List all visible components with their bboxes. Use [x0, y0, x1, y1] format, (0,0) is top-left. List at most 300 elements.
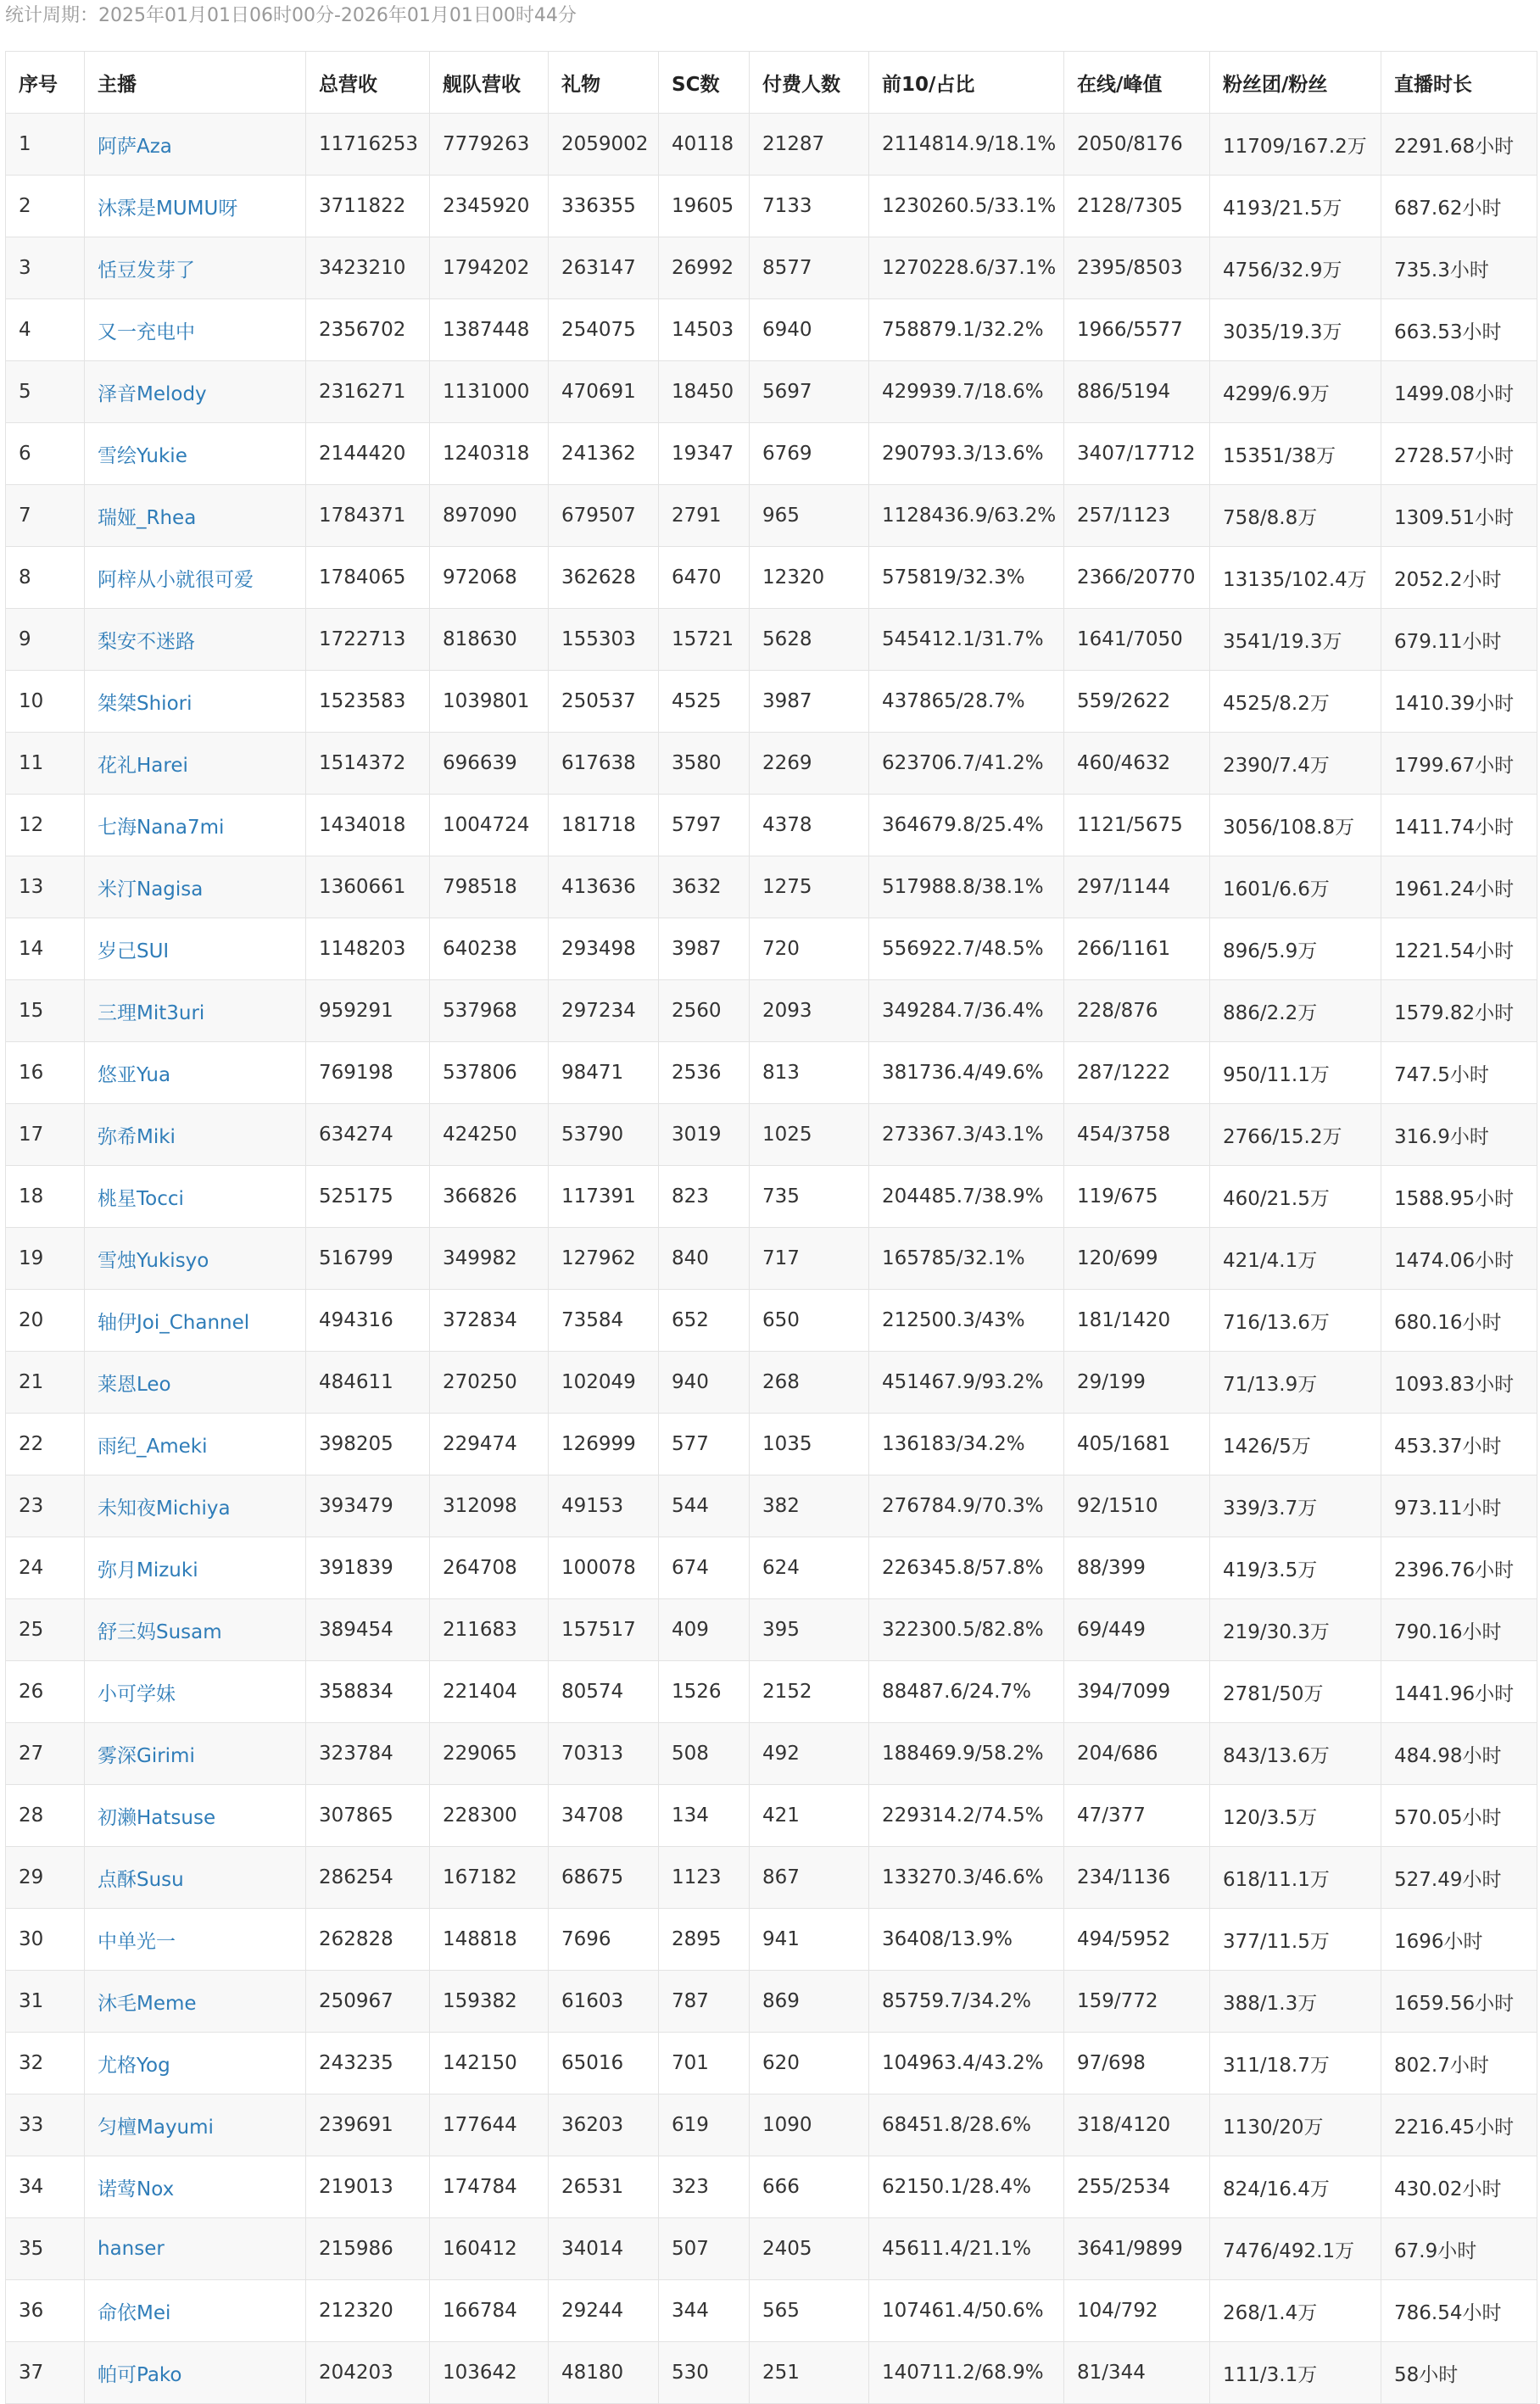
sc-count-cell: 323 — [659, 2156, 750, 2218]
guard-revenue-cell: 1794202 — [430, 237, 549, 299]
top10-share-cell: 85759.7/34.2% — [869, 1971, 1064, 2033]
rank-cell: 3 — [6, 237, 85, 299]
rank-cell: 22 — [6, 1414, 85, 1475]
top10-share-cell: 204485.7/38.9% — [869, 1166, 1064, 1228]
online-peak-cell: 394/7099 — [1064, 1661, 1210, 1723]
online-peak-cell: 97/698 — [1064, 2033, 1210, 2094]
total-revenue-cell: 2144420 — [306, 423, 430, 485]
gifts-cell: 297234 — [549, 980, 659, 1042]
stream-hours-cell: 747.5小时 — [1381, 1042, 1537, 1104]
top10-share-cell: 36408/13.9% — [869, 1909, 1064, 1971]
sc-count-cell: 823 — [659, 1166, 750, 1228]
streamer-name-link[interactable]: 小可学妹 — [98, 1682, 176, 1705]
top10-share-cell: 517988.8/38.1% — [869, 856, 1064, 918]
online-peak-cell: 88/399 — [1064, 1537, 1210, 1599]
stats-period: 统计周期：2025年01月01日06时00分-2026年01月01日00时44分 — [5, 5, 577, 26]
streamer-name-link[interactable]: 阿萨Aza — [98, 135, 172, 158]
table-row — [6, 1661, 1537, 1723]
streamer-name-link[interactable]: 初濑Hatsuse — [98, 1806, 216, 1829]
streamer-cell — [85, 1414, 306, 1475]
gifts-cell: 100078 — [549, 1537, 659, 1599]
online-peak-cell: 460/4632 — [1064, 733, 1210, 795]
stream-hours-cell: 790.16小时 — [1381, 1599, 1537, 1661]
guard-revenue-cell: 142150 — [430, 2033, 549, 2094]
online-peak-cell: 454/3758 — [1064, 1104, 1210, 1166]
top10-share-cell: 107461.4/50.6% — [869, 2280, 1064, 2342]
guard-revenue-cell: 1039801 — [430, 671, 549, 733]
sc-count-cell: 619 — [659, 2094, 750, 2156]
payers-cell: 965 — [750, 485, 869, 547]
payers-cell: 565 — [750, 2280, 869, 2342]
gifts-cell: 68675 — [549, 1847, 659, 1909]
gifts-cell: 29244 — [549, 2280, 659, 2342]
streamer-name-link[interactable]: 沐毛Meme — [98, 1992, 197, 2015]
guard-revenue-cell: 160412 — [430, 2218, 549, 2280]
streamer-name-link[interactable]: 未知夜Michiya — [98, 1497, 231, 1520]
sc-count-cell: 40118 — [659, 114, 750, 176]
rank-cell: 7 — [6, 485, 85, 547]
rank-cell: 15 — [6, 980, 85, 1042]
payers-cell: 1035 — [750, 1414, 869, 1475]
streamer-cell — [85, 2156, 306, 2218]
payers-cell: 251 — [750, 2342, 869, 2404]
top10-share-cell: 623706.7/41.2% — [869, 733, 1064, 795]
streamer-name-link[interactable]: 瑞娅_Rhea — [98, 506, 197, 529]
fanclub-fans-cell: 2781/50万 — [1210, 1661, 1381, 1723]
streamer-name-link[interactable]: 岁己SUI — [98, 940, 170, 962]
sc-count-cell: 1123 — [659, 1847, 750, 1909]
fanclub-fans-cell: 3035/19.3万 — [1210, 299, 1381, 361]
total-revenue-cell: 398205 — [306, 1414, 430, 1475]
guard-revenue-cell: 537968 — [430, 980, 549, 1042]
gifts-cell: 53790 — [549, 1104, 659, 1166]
streamer-name-link[interactable]: 轴伊Joi_Channel — [98, 1311, 250, 1334]
guard-revenue-cell: 1004724 — [430, 795, 549, 856]
stream-hours-cell: 2052.2小时 — [1381, 547, 1537, 609]
guard-revenue-cell: 972068 — [430, 547, 549, 609]
sc-count-cell: 19605 — [659, 176, 750, 237]
online-peak-cell: 1641/7050 — [1064, 609, 1210, 671]
sc-count-cell: 840 — [659, 1228, 750, 1290]
rank-cell: 23 — [6, 1475, 85, 1537]
streamer-name-link[interactable]: 悠亚Yua — [98, 1063, 171, 1086]
sc-count-cell: 4525 — [659, 671, 750, 733]
table-row — [6, 1290, 1537, 1352]
stream-hours-cell: 735.3小时 — [1381, 237, 1537, 299]
sc-count-cell: 3019 — [659, 1104, 750, 1166]
guard-revenue-cell: 696639 — [430, 733, 549, 795]
top10-share-cell: 2114814.9/18.1% — [869, 114, 1064, 176]
payers-cell: 941 — [750, 1909, 869, 1971]
streamer-name-link[interactable]: 雨纪_Ameki — [98, 1435, 208, 1458]
gifts-cell: 336355 — [549, 176, 659, 237]
gifts-cell: 7696 — [549, 1909, 659, 1971]
guard-revenue-cell: 229474 — [430, 1414, 549, 1475]
fanclub-fans-cell: 111/3.1万 — [1210, 2342, 1381, 2404]
streamer-name-link[interactable]: 雾深Girimi — [98, 1744, 195, 1767]
streamer-name-link[interactable]: 沐霂是MUMU呀 — [98, 197, 238, 220]
streamer-name-link[interactable]: 舒三妈Susam — [98, 1620, 222, 1643]
gifts-cell: 413636 — [549, 856, 659, 918]
sc-count-cell: 701 — [659, 2033, 750, 2094]
online-peak-cell: 81/344 — [1064, 2342, 1210, 2404]
fanclub-fans-cell: 4299/6.9万 — [1210, 361, 1381, 423]
table-row — [6, 1971, 1537, 2033]
total-revenue-cell: 250967 — [306, 1971, 430, 2033]
rank-cell: 2 — [6, 176, 85, 237]
streamer-name-link[interactable]: hanser — [98, 2238, 165, 2260]
fanclub-fans-cell: 843/13.6万 — [1210, 1723, 1381, 1785]
payers-cell: 867 — [750, 1847, 869, 1909]
top10-share-cell: 273367.3/43.1% — [869, 1104, 1064, 1166]
sc-count-cell: 134 — [659, 1785, 750, 1847]
streamer-cell — [85, 1228, 306, 1290]
stream-hours-cell: 1499.08小时 — [1381, 361, 1537, 423]
streamer-name-link[interactable]: 弥希Miki — [98, 1125, 176, 1148]
top10-share-cell: 276784.9/70.3% — [869, 1475, 1064, 1537]
total-revenue-cell: 262828 — [306, 1909, 430, 1971]
gifts-cell: 250537 — [549, 671, 659, 733]
table-row — [6, 609, 1537, 671]
header-col-fanclub-fans: 粉丝团/粉丝 — [1210, 52, 1381, 114]
gifts-cell: 617638 — [549, 733, 659, 795]
table-header — [6, 52, 1537, 114]
streamer-name-link[interactable]: 阿梓从小就很可爱 — [98, 568, 254, 591]
stream-hours-cell: 687.62小时 — [1381, 176, 1537, 237]
gifts-cell: 362628 — [549, 547, 659, 609]
header-col-rank: 序号 — [6, 52, 85, 114]
payers-cell: 6940 — [750, 299, 869, 361]
sc-count-cell: 940 — [659, 1352, 750, 1414]
top10-share-cell: 226345.8/57.8% — [869, 1537, 1064, 1599]
stream-hours-cell: 973.11小时 — [1381, 1475, 1537, 1537]
table-row — [6, 671, 1537, 733]
streamer-name-link[interactable]: 莱恩Leo — [98, 1373, 171, 1396]
streamer-name-link[interactable]: 桀桀Shiori — [98, 692, 192, 715]
top10-share-cell: 68451.8/28.6% — [869, 2094, 1064, 2156]
top10-share-cell: 88487.6/24.7% — [869, 1661, 1064, 1723]
rank-cell: 13 — [6, 856, 85, 918]
rank-cell: 37 — [6, 2342, 85, 2404]
stream-hours-cell: 1411.74小时 — [1381, 795, 1537, 856]
gifts-cell: 155303 — [549, 609, 659, 671]
top10-share-cell: 322300.5/82.8% — [869, 1599, 1064, 1661]
stream-hours-cell: 316.9小时 — [1381, 1104, 1537, 1166]
stream-hours-cell: 1441.96小时 — [1381, 1661, 1537, 1723]
rank-cell: 1 — [6, 114, 85, 176]
header-col-top10-share: 前10/占比 — [869, 52, 1064, 114]
rank-cell: 32 — [6, 2033, 85, 2094]
guard-revenue-cell: 424250 — [430, 1104, 549, 1166]
top10-share-cell: 349284.7/36.4% — [869, 980, 1064, 1042]
payers-cell: 624 — [750, 1537, 869, 1599]
table-row — [6, 795, 1537, 856]
guard-revenue-cell: 148818 — [430, 1909, 549, 1971]
sc-count-cell: 544 — [659, 1475, 750, 1537]
fanclub-fans-cell: 896/5.9万 — [1210, 918, 1381, 980]
streamer-name-link[interactable]: 雪烛Yukisyo — [98, 1249, 209, 1272]
streamer-name-link[interactable]: 泽音Melody — [98, 382, 207, 405]
online-peak-cell: 2128/7305 — [1064, 176, 1210, 237]
sc-count-cell: 5797 — [659, 795, 750, 856]
gifts-cell: 65016 — [549, 2033, 659, 2094]
sc-count-cell: 3580 — [659, 733, 750, 795]
top10-share-cell: 140711.2/68.9% — [869, 2342, 1064, 2404]
fanclub-fans-cell: 4193/21.5万 — [1210, 176, 1381, 237]
rank-cell: 14 — [6, 918, 85, 980]
rank-cell: 25 — [6, 1599, 85, 1661]
payers-cell: 6769 — [750, 423, 869, 485]
total-revenue-cell: 3711822 — [306, 176, 430, 237]
stream-hours-cell: 2291.68小时 — [1381, 114, 1537, 176]
guard-revenue-cell: 103642 — [430, 2342, 549, 2404]
table-row — [6, 918, 1537, 980]
total-revenue-cell: 3423210 — [306, 237, 430, 299]
sc-count-cell: 2791 — [659, 485, 750, 547]
streamer-cell — [85, 237, 306, 299]
online-peak-cell: 266/1161 — [1064, 918, 1210, 980]
sc-count-cell: 6470 — [659, 547, 750, 609]
payers-cell: 7133 — [750, 176, 869, 237]
table-row — [6, 1042, 1537, 1104]
sc-count-cell: 1526 — [659, 1661, 750, 1723]
sc-count-cell: 530 — [659, 2342, 750, 2404]
table-row — [6, 299, 1537, 361]
streamer-name-link[interactable]: 花礼Harei — [98, 754, 188, 777]
table-row — [6, 237, 1537, 299]
stream-hours-cell: 1961.24小时 — [1381, 856, 1537, 918]
gifts-cell: 254075 — [549, 299, 659, 361]
gifts-cell: 34708 — [549, 1785, 659, 1847]
online-peak-cell: 1121/5675 — [1064, 795, 1210, 856]
streamer-name-link[interactable]: 米汀Nagisa — [98, 878, 204, 901]
sc-count-cell: 3632 — [659, 856, 750, 918]
stream-hours-cell: 1799.67小时 — [1381, 733, 1537, 795]
online-peak-cell: 234/1136 — [1064, 1847, 1210, 1909]
guard-revenue-cell: 798518 — [430, 856, 549, 918]
rank-cell: 12 — [6, 795, 85, 856]
fanclub-fans-cell: 7476/492.1万 — [1210, 2218, 1381, 2280]
payers-cell: 1275 — [750, 856, 869, 918]
fanclub-fans-cell: 3056/108.8万 — [1210, 795, 1381, 856]
streamer-cell — [85, 1847, 306, 1909]
payers-cell: 720 — [750, 918, 869, 980]
streamer-cell — [85, 1909, 306, 1971]
streamer-name-link[interactable]: 匀檀Mayumi — [98, 2116, 214, 2139]
streamer-cell — [85, 1723, 306, 1785]
top10-share-cell: 575819/32.3% — [869, 547, 1064, 609]
table-row — [6, 1909, 1537, 1971]
payers-cell: 813 — [750, 1042, 869, 1104]
online-peak-cell: 3407/17712 — [1064, 423, 1210, 485]
fanclub-fans-cell: 11709/167.2万 — [1210, 114, 1381, 176]
rank-cell: 28 — [6, 1785, 85, 1847]
online-peak-cell: 2050/8176 — [1064, 114, 1210, 176]
streamer-name-link[interactable]: 尤格Yog — [98, 2054, 170, 2077]
guard-revenue-cell: 312098 — [430, 1475, 549, 1537]
top10-share-cell: 136183/34.2% — [869, 1414, 1064, 1475]
online-peak-cell: 119/675 — [1064, 1166, 1210, 1228]
payers-cell: 1025 — [750, 1104, 869, 1166]
top10-share-cell: 437865/28.7% — [869, 671, 1064, 733]
header-col-guard-revenue: 舰队营收 — [430, 52, 549, 114]
stream-hours-cell: 527.49小时 — [1381, 1847, 1537, 1909]
header-row — [6, 52, 1537, 114]
streamer-cell — [85, 2280, 306, 2342]
total-revenue-cell: 1148203 — [306, 918, 430, 980]
streamer-cell — [85, 299, 306, 361]
guard-revenue-cell: 818630 — [430, 609, 549, 671]
rank-cell: 36 — [6, 2280, 85, 2342]
gifts-cell: 2059002 — [549, 114, 659, 176]
online-peak-cell: 405/1681 — [1064, 1414, 1210, 1475]
sc-count-cell: 508 — [659, 1723, 750, 1785]
payers-cell: 8577 — [750, 237, 869, 299]
sc-count-cell: 652 — [659, 1290, 750, 1352]
guard-revenue-cell: 166784 — [430, 2280, 549, 2342]
total-revenue-cell: 393479 — [306, 1475, 430, 1537]
streamer-name-link[interactable]: 三理Mit3uri — [98, 1001, 205, 1024]
table-row — [6, 1228, 1537, 1290]
total-revenue-cell: 323784 — [306, 1723, 430, 1785]
online-peak-cell: 29/199 — [1064, 1352, 1210, 1414]
stream-hours-cell: 1309.51小时 — [1381, 485, 1537, 547]
online-peak-cell: 2366/20770 — [1064, 547, 1210, 609]
total-revenue-cell: 1514372 — [306, 733, 430, 795]
streamer-name-link[interactable]: 梨安不迷路 — [98, 630, 195, 653]
streamer-name-link[interactable]: 诺莺Nox — [98, 2178, 175, 2200]
rank-cell: 8 — [6, 547, 85, 609]
table-row — [6, 361, 1537, 423]
streamer-name-link[interactable]: 又一充电中 — [98, 321, 195, 343]
gifts-cell: 470691 — [549, 361, 659, 423]
sc-count-cell: 3987 — [659, 918, 750, 980]
total-revenue-cell: 484611 — [306, 1352, 430, 1414]
rank-cell: 10 — [6, 671, 85, 733]
online-peak-cell: 886/5194 — [1064, 361, 1210, 423]
total-revenue-cell: 1722713 — [306, 609, 430, 671]
top10-share-cell: 104963.4/43.2% — [869, 2033, 1064, 2094]
fanclub-fans-cell: 419/3.5万 — [1210, 1537, 1381, 1599]
rank-cell: 11 — [6, 733, 85, 795]
table-row — [6, 2033, 1537, 2094]
payers-cell: 869 — [750, 1971, 869, 2033]
stream-hours-cell: 1696小时 — [1381, 1909, 1537, 1971]
table-body — [6, 114, 1537, 2404]
stream-hours-cell: 2396.76小时 — [1381, 1537, 1537, 1599]
payers-cell: 5697 — [750, 361, 869, 423]
payers-cell: 666 — [750, 2156, 869, 2218]
streamer-name-link[interactable]: 命依Mei — [98, 2301, 171, 2324]
rank-cell: 30 — [6, 1909, 85, 1971]
streamer-cell — [85, 1599, 306, 1661]
streamer-cell — [85, 1104, 306, 1166]
top10-share-cell: 556922.7/48.5% — [869, 918, 1064, 980]
streamer-name-link[interactable]: 中单光一 — [98, 1930, 176, 1953]
streamer-name-link[interactable]: 弥月Mizuki — [98, 1559, 198, 1581]
stream-hours-cell: 1659.56小时 — [1381, 1971, 1537, 2033]
gifts-cell: 102049 — [549, 1352, 659, 1414]
total-revenue-cell: 769198 — [306, 1042, 430, 1104]
rank-cell: 31 — [6, 1971, 85, 2033]
streamer-cell — [85, 795, 306, 856]
top10-share-cell: 133270.3/46.6% — [869, 1847, 1064, 1909]
online-peak-cell: 297/1144 — [1064, 856, 1210, 918]
guard-revenue-cell: 177644 — [430, 2094, 549, 2156]
fanclub-fans-cell: 120/3.5万 — [1210, 1785, 1381, 1847]
top10-share-cell: 229314.2/74.5% — [869, 1785, 1064, 1847]
streamer-cell — [85, 547, 306, 609]
gifts-cell: 80574 — [549, 1661, 659, 1723]
payers-cell: 3987 — [750, 671, 869, 733]
guard-revenue-cell: 228300 — [430, 1785, 549, 1847]
guard-revenue-cell: 1240318 — [430, 423, 549, 485]
streamer-name-link[interactable]: 帕可Pako — [98, 2363, 182, 2386]
gifts-cell: 36203 — [549, 2094, 659, 2156]
online-peak-cell: 204/686 — [1064, 1723, 1210, 1785]
payers-cell: 2405 — [750, 2218, 869, 2280]
streamer-name-link[interactable]: 雪绘Yukie — [98, 444, 187, 467]
streamer-name-link[interactable]: 七海Nana7mi — [98, 816, 225, 839]
header-col-total-revenue: 总营收 — [306, 52, 430, 114]
online-peak-cell: 287/1222 — [1064, 1042, 1210, 1104]
sc-count-cell: 507 — [659, 2218, 750, 2280]
total-revenue-cell: 307865 — [306, 1785, 430, 1847]
streamer-name-link[interactable]: 点酥Susu — [98, 1868, 184, 1891]
total-revenue-cell: 215986 — [306, 2218, 430, 2280]
table-row — [6, 1475, 1537, 1537]
streamer-cell — [85, 2218, 306, 2280]
sc-count-cell: 2895 — [659, 1909, 750, 1971]
payers-cell: 12320 — [750, 547, 869, 609]
gifts-cell: 26531 — [549, 2156, 659, 2218]
streamer-revenue-table — [5, 51, 1537, 2404]
gifts-cell: 48180 — [549, 2342, 659, 2404]
payers-cell: 2093 — [750, 980, 869, 1042]
stream-hours-cell: 1410.39小时 — [1381, 671, 1537, 733]
streamer-cell — [85, 609, 306, 671]
sc-count-cell: 18450 — [659, 361, 750, 423]
payers-cell: 1090 — [750, 2094, 869, 2156]
fanclub-fans-cell: 4756/32.9万 — [1210, 237, 1381, 299]
stream-hours-cell: 1579.82小时 — [1381, 980, 1537, 1042]
fanclub-fans-cell: 1130/20万 — [1210, 2094, 1381, 2156]
gifts-cell: 49153 — [549, 1475, 659, 1537]
gifts-cell: 117391 — [549, 1166, 659, 1228]
fanclub-fans-cell: 618/11.1万 — [1210, 1847, 1381, 1909]
online-peak-cell: 559/2622 — [1064, 671, 1210, 733]
table-row — [6, 1537, 1537, 1599]
stream-hours-cell: 430.02小时 — [1381, 2156, 1537, 2218]
top10-share-cell: 1128436.9/63.2% — [869, 485, 1064, 547]
guard-revenue-cell: 2345920 — [430, 176, 549, 237]
streamer-cell — [85, 1166, 306, 1228]
streamer-cell — [85, 114, 306, 176]
top10-share-cell: 758879.1/32.2% — [869, 299, 1064, 361]
payers-cell: 395 — [750, 1599, 869, 1661]
fanclub-fans-cell: 13135/102.4万 — [1210, 547, 1381, 609]
online-peak-cell: 181/1420 — [1064, 1290, 1210, 1352]
top10-share-cell: 545412.1/31.7% — [869, 609, 1064, 671]
total-revenue-cell: 286254 — [306, 1847, 430, 1909]
streamer-cell — [85, 2094, 306, 2156]
header-col-streamer: 主播 — [85, 52, 306, 114]
streamer-cell — [85, 918, 306, 980]
streamer-name-link[interactable]: 桃星Tocci — [98, 1187, 184, 1210]
streamer-cell — [85, 1042, 306, 1104]
streamer-name-link[interactable]: 恬豆发芽了 — [98, 259, 195, 282]
stream-hours-cell: 786.54小时 — [1381, 2280, 1537, 2342]
